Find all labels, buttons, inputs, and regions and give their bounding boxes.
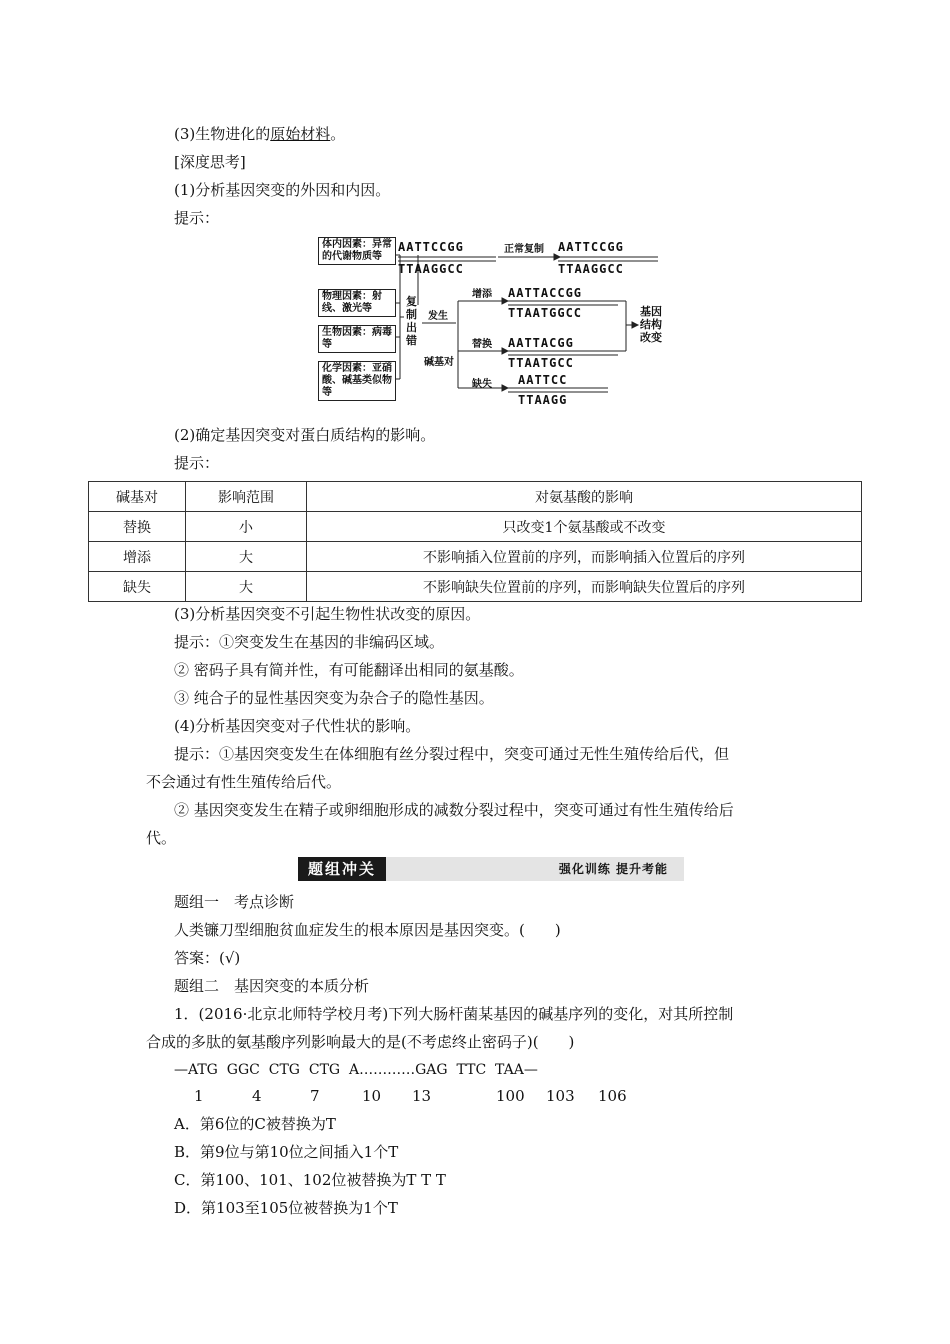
option-a: A．第6位的C被替换为T xyxy=(174,1115,336,1133)
top-sequence-strand-2: TTAAGGCC xyxy=(398,262,464,276)
answer-3-point-2: ② 密码子具有简并性，有可能翻译出相同的氨基酸。 xyxy=(174,661,524,679)
table-cell: 只改变1个氨基酸或不改变 xyxy=(307,512,862,542)
position-number: 100 xyxy=(496,1087,525,1105)
cause-biological-box: 生物因素：病毒等 xyxy=(318,325,396,353)
hint-2: 提示： xyxy=(174,454,220,472)
gene-structure-change-label: 基因结构改变 xyxy=(640,305,662,344)
position-number: 1 xyxy=(194,1087,204,1105)
replication-error-label: 复制出错 xyxy=(406,295,417,347)
addition-strand-1: AATTACCGG xyxy=(508,286,583,300)
normal-output-strand-2: TTAAGGCC xyxy=(558,262,624,276)
deletion-strand-1: AATTCC xyxy=(518,373,568,387)
position-number: 13 xyxy=(412,1087,432,1105)
table-row xyxy=(89,542,862,572)
table-cell: 大 xyxy=(186,572,307,602)
question-1-line-1: 1．(2016·北京北师特学校月考)下列大肠杆菌某基因的碱基序列的变化，对其所控制 xyxy=(174,1005,734,1023)
hint-1: 提示： xyxy=(174,209,220,227)
group-1-answer: 答案：(√) xyxy=(174,949,241,967)
table-cell: 不影响缺失位置前的序列，而影响缺失位置后的序列 xyxy=(307,572,862,602)
option-b: B．第9位与第10位之间插入1个T xyxy=(174,1143,399,1161)
addition-strand-2: TTAATGGCC xyxy=(508,306,583,320)
substitution-strand-2: TTAATGCC xyxy=(508,356,574,370)
header-effect: 对氨基酸的影响 xyxy=(307,482,862,512)
question-3: (3)分析基因突变不引起生物性状改变的原因。 xyxy=(174,605,481,623)
top-sequence-strand-1: AATTCCGG xyxy=(398,240,464,254)
question-2: (2)确定基因突变对蛋白质结构的影响。 xyxy=(174,426,436,444)
paragraph-evolution-material: (3)生物进化的原始材料。 xyxy=(174,125,346,143)
occurs-label: 发生 xyxy=(428,311,448,322)
normal-output-strand-1: AATTCCGG xyxy=(558,240,624,254)
answer-4-point-1-line-2: 不会通过有性生殖传给后代。 xyxy=(146,773,342,791)
question-1: (1)分析基因突变的外因和内因。 xyxy=(174,181,391,199)
header-scope: 影响范围 xyxy=(186,482,307,512)
substitution-label: 替换 xyxy=(472,339,492,350)
group-1-heading: 题组一 考点诊断 xyxy=(174,893,295,911)
table-header-row xyxy=(89,482,862,512)
position-number: 106 xyxy=(598,1087,627,1105)
amino-acid-effect-table xyxy=(88,481,862,602)
table-row xyxy=(89,512,862,542)
deletion-label: 缺失 xyxy=(472,379,492,390)
table-cell: 小 xyxy=(186,512,307,542)
table-cell: 大 xyxy=(186,542,307,572)
mutation-diagram xyxy=(318,233,668,408)
substitution-strand-1: AATTACGG xyxy=(508,336,574,350)
answer-4-point-1-line-1: 提示：①基因突变发生在体细胞有丝分裂过程中，突变可通过无性生殖传给后代，但 xyxy=(174,745,730,763)
answer-3-point-3: ③ 纯合子的显性基因突变为杂合子的隐性基因。 xyxy=(174,689,494,707)
cause-physical-box: 物理因素：射线、激光等 xyxy=(318,289,396,317)
question-4: (4)分析基因突变对子代性状的影响。 xyxy=(174,717,421,735)
cause-internal-box: 体内因素：异常的代谢物质等 xyxy=(318,237,396,265)
addition-label: 增添 xyxy=(472,289,492,300)
header-base-pair: 碱基对 xyxy=(89,482,186,512)
answer-4-point-2-line-1: ② 基因突变发生在精子或卵细胞形成的减数分裂过程中，突变可通过有性生殖传给后 xyxy=(174,801,734,819)
group-1-question: 人类镰刀型细胞贫血症发生的根本原因是基因突变。( ) xyxy=(174,921,561,939)
normal-copy-label: 正常复制 xyxy=(504,244,544,255)
position-number: 4 xyxy=(252,1087,262,1105)
option-c: C．第100、101、102位被替换为T T T xyxy=(174,1171,446,1189)
table-cell: 替换 xyxy=(89,512,186,542)
practice-banner xyxy=(298,857,684,881)
option-d: D．第103至105位被替换为1个T xyxy=(174,1199,398,1217)
base-pair-label: 碱基对 xyxy=(424,357,454,368)
table-cell: 缺失 xyxy=(89,572,186,602)
position-number: 7 xyxy=(310,1087,320,1105)
cause-chemical-box: 化学因素：亚硝酸、碱基类似物等 xyxy=(318,361,396,401)
banner-subtitle: 强化训练 提升考能 xyxy=(558,862,668,876)
deletion-strand-2: TTAAGG xyxy=(518,393,568,407)
deep-thinking-heading: [深度思考] xyxy=(174,153,246,171)
table-row xyxy=(89,572,862,602)
question-1-line-2: 合成的多肽的氨基酸序列影响最大的是(不考虑终止密码子)( ) xyxy=(146,1033,575,1051)
position-number: 10 xyxy=(362,1087,382,1105)
group-2-heading: 题组二 基因突变的本质分析 xyxy=(174,977,370,995)
base-sequence: —ATG GGC CTG CTG A…………GAG TTC TAA— xyxy=(174,1062,538,1078)
position-number: 103 xyxy=(546,1087,575,1105)
table-cell: 增添 xyxy=(89,542,186,572)
answer-4-point-2-line-2: 代。 xyxy=(146,829,177,847)
underlined-term: 原始材料 xyxy=(270,125,331,143)
table-cell: 不影响插入位置前的序列，而影响插入位置后的序列 xyxy=(307,542,862,572)
banner-title: 题组冲关 xyxy=(298,857,386,881)
answer-3-point-1: 提示：①突变发生在基因的非编码区域。 xyxy=(174,633,445,651)
